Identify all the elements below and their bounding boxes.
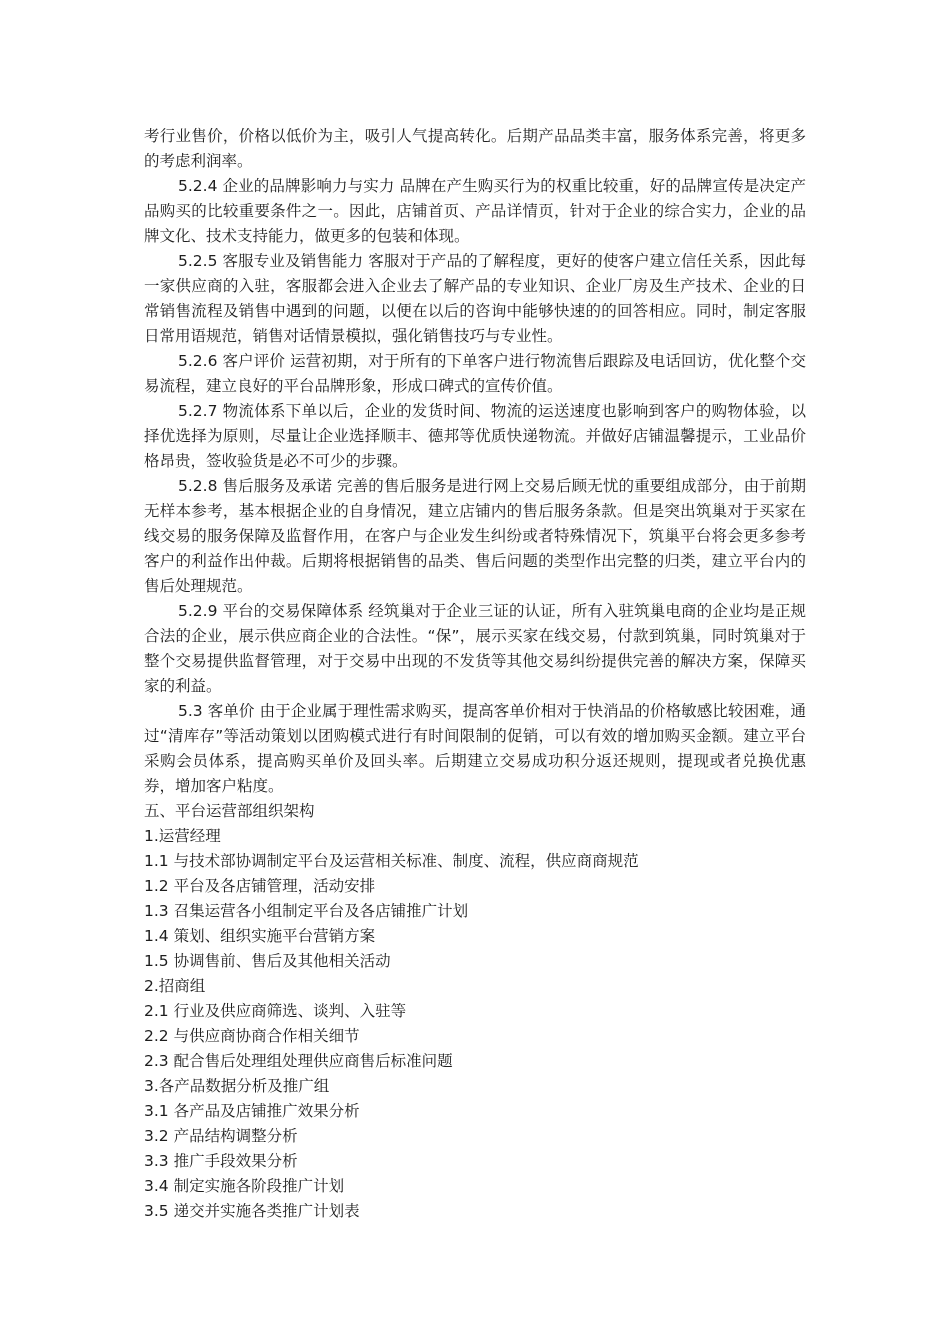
list-item: 3.2 产品结构调整分析 <box>144 1127 298 1145</box>
list-item: 1.4 策划、组织实施平台营销方案 <box>144 927 376 945</box>
list-item: 3.1 各产品及店铺推广效果分析 <box>144 1102 360 1120</box>
list-item: 1.3 召集运营各小组制定平台及各店铺推广计划 <box>144 902 469 920</box>
section-5-2-7-paragraph: 5.2.7 物流体系下单以后，企业的发货时间、物流的运送速度也影响到客户的购物体验，以择优选择为原则，尽量让企业选择顺丰、德邦等优质快递物流。并做好店铺温馨提示，工业品价格昂贵，签收验货是必不可少的步骤。 <box>144 402 806 470</box>
list-item: 3.3 推广手段效果分析 <box>144 1152 298 1170</box>
section-5-2-4-paragraph: 5.2.4 企业的品牌影响力与实力 品牌在产生购买行为的权重比较重，好的品牌宣传是决定产品购买的比较重要条件之一。因此，店铺首页、产品详情页，针对于企业的综合实力，企业的品牌文化、技术支持能力，做更多的包装和体现。 <box>144 177 806 245</box>
list-item: 1.2 平台及各店铺管理，活动安排 <box>144 877 376 895</box>
list-item: 2.招商组 <box>144 977 206 995</box>
section-5-2-5-paragraph: 5.2.5 客服专业及销售能力 客服对于产品的了解程度，更好的使客户建立信任关系，因此每一家供应商的入驻，客服都会进入企业去了解产品的专业知识、企业厂房及生产技术、企业的日常销售流程及销售中遇到的问题，以便在以后的咨询中能够快速的的回答相应。同时，制定客服日常用语规范，销售对话情景模拟，强化销售技巧与专业性。 <box>144 252 806 345</box>
continuation-paragraph: 考行业售价，价格以低价为主，吸引人气提高转化。后期产品品类丰富，服务体系完善，将更多的考虑利润率。 <box>144 127 806 170</box>
list-item: 2.3 配合售后处理组处理供应商售后标准问题 <box>144 1052 453 1070</box>
section-heading: 五、平台运营部组织架构 <box>144 802 315 820</box>
list-item: 3.4 制定实施各阶段推广计划 <box>144 1177 345 1195</box>
list-item: 1.运营经理 <box>144 827 221 845</box>
section-5-2-8-paragraph: 5.2.8 售后服务及承诺 完善的售后服务是进行网上交易后顾无忧的重要组成部分，由于前期无样本参考，基本根据企业的自身情况，建立店铺内的售后服务条款。但是突出筑巢对于买家在线交易的服务保障及监督作用，在客户与企业发生纠纷或者特殊情况下，筑巢平台将会更多参考客户的利益作出仲裁。后期将根据销售的品类、售后问题的类型作出完整的归类，建立平台内的售后处理规范。 <box>144 477 806 595</box>
list-item: 2.2 与供应商协商合作相关细节 <box>144 1027 360 1045</box>
list-item: 3.各产品数据分析及推广组 <box>144 1077 330 1095</box>
section-5-2-6-paragraph: 5.2.6 客户评价 运营初期，对于所有的下单客户进行物流售后跟踪及电话回访，优化整个交易流程，建立良好的平台品牌形象，形成口碑式的宣传价值。 <box>144 352 806 395</box>
document-body <box>144 124 806 1224</box>
section-5-3-paragraph: 5.3 客单价 由于企业属于理性需求购买，提高客单价相对于快消品的价格敏感比较困难，通过“清库存”等活动策划以团购模式进行有时间限制的促销，可以有效的增加购买金额。建立平台采购会员体系，提高购买单价及回头率。后期建立交易成功积分返还规则，提现或者兑换优惠券，增加客户粘度。 <box>144 702 806 795</box>
section-5-2-9-paragraph: 5.2.9 平台的交易保障体系 经筑巢对于企业三证的认证，所有入驻筑巢电商的企业均是正规合法的企业，展示供应商企业的合法性。“保”，展示买家在线交易，付款到筑巢，同时筑巢对于整个交易提供监督管理，对于交易中出现的不发货等其他交易纠纷提供完善的解决方案，保障买家的利益。 <box>144 602 806 695</box>
list-item: 1.5 协调售前、售后及其他相关活动 <box>144 952 391 970</box>
list-item: 2.1 行业及供应商筛选、谈判、入驻等 <box>144 1002 407 1020</box>
list-item: 3.5 递交并实施各类推广计划表 <box>144 1202 360 1220</box>
list-item: 1.1 与技术部协调制定平台及运营相关标准、制度、流程，供应商商规范 <box>144 852 639 870</box>
